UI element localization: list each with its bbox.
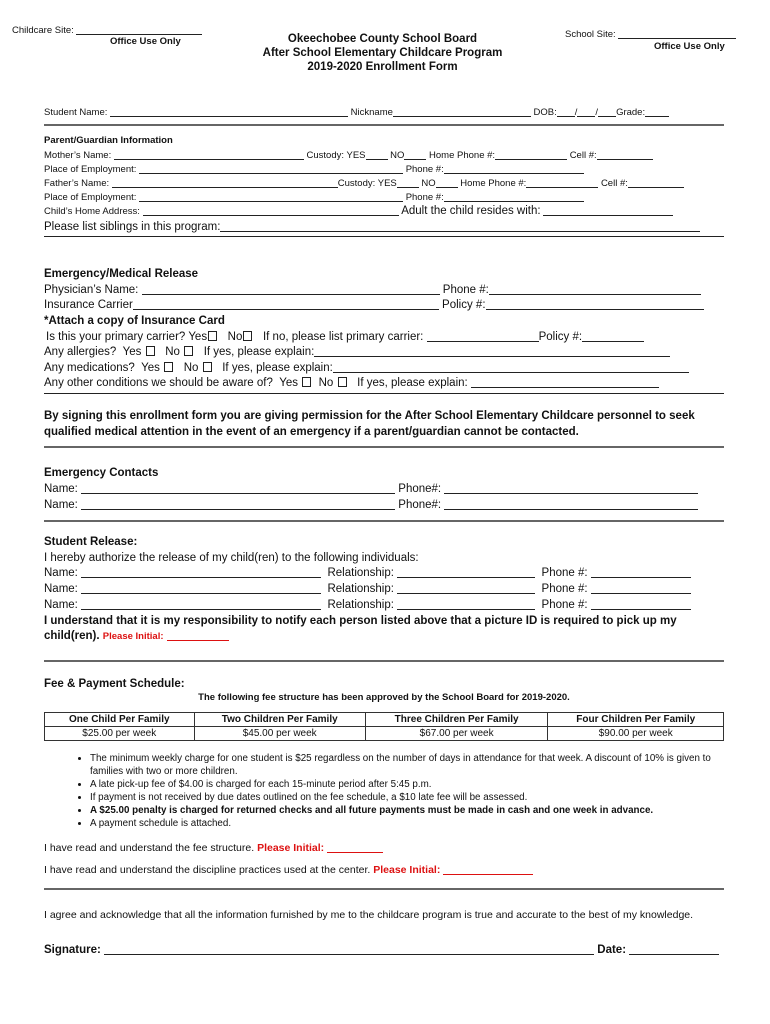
insurance-row <box>44 299 704 311</box>
release-name-input[interactable] <box>81 567 321 578</box>
consent-text: By signing this enrollment form you are giving permission for the After School Elementary Childcare personnel to seek qualified medical attention in the event of an emergency if a parent/guardian cannot be contacted. <box>44 410 695 438</box>
divider <box>44 124 724 126</box>
father-employment-input[interactable] <box>139 191 403 202</box>
home-phone-input[interactable] <box>526 177 598 188</box>
contact-name-input[interactable] <box>81 499 395 510</box>
explain-label: If yes, please explain: <box>357 377 468 389</box>
resides-with-input[interactable] <box>543 205 673 216</box>
physician-row <box>44 284 701 296</box>
yes-label: Yes <box>122 346 142 358</box>
siblings-row <box>44 221 700 233</box>
policy-label: Policy #: <box>442 299 486 311</box>
discipline-ack-row <box>44 864 533 876</box>
divider <box>44 660 724 662</box>
primary-carrier-label: Is this your primary carrier? <box>46 331 186 343</box>
release-person-row <box>44 567 691 579</box>
childcare-site-field[interactable] <box>12 24 202 36</box>
divider <box>44 446 724 448</box>
home-address-input[interactable] <box>143 205 399 216</box>
agreement-text: I agree and acknowledge that all the information furnished by me to the childcare program is true and accurate to the best of my knowledge. <box>44 909 694 921</box>
fee-table-header-row <box>45 713 724 727</box>
policy2-input[interactable] <box>582 331 644 342</box>
other-conditions-row <box>44 377 659 389</box>
no-label: No <box>165 346 180 358</box>
other-yes-checkbox[interactable] <box>302 377 311 387</box>
relationship-input[interactable] <box>397 567 535 578</box>
fee-table-row <box>45 727 724 741</box>
grade-input[interactable] <box>645 106 669 117</box>
fee-ack-row <box>44 842 383 854</box>
contact-phone-label: Phone#: <box>398 483 442 495</box>
mother-work-phone-input[interactable] <box>444 163 584 174</box>
other-conditions-label: Any other conditions we should be aware of? <box>44 377 273 389</box>
fee-initial-input[interactable] <box>327 842 383 853</box>
release-heading: Student Release: <box>44 536 138 548</box>
release-name-input[interactable] <box>81 599 321 610</box>
date-input[interactable] <box>629 944 719 955</box>
mother-name-input[interactable] <box>114 149 304 160</box>
allergies-label: Any allergies? <box>44 346 117 358</box>
custody-label: Custody: <box>306 150 345 161</box>
employment-label: Place of Employment: <box>44 192 137 203</box>
custody-no-label: NO <box>390 150 405 161</box>
fee-rules-list <box>44 752 724 830</box>
discipline-ack-text: I have read and understand the discipline practices used at the center. <box>44 864 371 876</box>
primary-yes-checkbox[interactable] <box>208 331 217 341</box>
father-name-label: Father’s Name: <box>44 178 110 189</box>
medical-heading: Emergency/Medical Release <box>44 268 199 280</box>
attach-insurance-note: *Attach a copy of Insurance Card <box>44 315 225 327</box>
father-name-input[interactable] <box>112 177 338 188</box>
release-phone-input[interactable] <box>591 583 691 594</box>
emergency-heading: Emergency Contacts <box>44 467 159 479</box>
relationship-input[interactable] <box>397 583 535 594</box>
yes-label: Yes <box>141 362 160 374</box>
fees-subheading: The following fee structure has been approved by the School Board for 2019-2020. <box>198 692 570 703</box>
nickname-label: Nickname <box>350 107 393 118</box>
fee-rule-item: • A $25.00 penalty is charged for returned checks and all future payments must be made in cash and one week in advance. <box>90 804 724 817</box>
release-intro: I hereby authorize the release of my child(ren) to the following individuals: <box>44 552 419 564</box>
dob-day-input[interactable] <box>577 106 595 117</box>
release-phone-label: Phone #: <box>541 599 588 611</box>
custody-yes-label: YES <box>377 178 397 189</box>
divider <box>44 520 724 522</box>
mother-employment-row <box>44 163 584 175</box>
dob-year-input[interactable] <box>598 106 616 117</box>
policy-input[interactable] <box>486 299 704 310</box>
fee-rule-item: • A payment schedule is attached. <box>90 817 724 830</box>
custody-no-input[interactable] <box>436 177 458 188</box>
emergency-contact-row <box>44 499 698 511</box>
other-extra-line[interactable] <box>44 393 724 394</box>
relationship-label: Relationship: <box>327 567 394 579</box>
signature-row <box>44 944 719 956</box>
school-site-label: School Site: <box>565 29 616 40</box>
fees-heading: Fee & Payment Schedule: <box>44 678 185 690</box>
discipline-initial-label: Please Initial: <box>373 864 441 876</box>
father-row <box>44 177 684 189</box>
contact-phone-label: Phone#: <box>398 499 442 511</box>
father-employment-row <box>44 191 584 203</box>
release-understand-line1: I understand that it is my responsibility to notify each person listed above that a picture ID is required to pick up my <box>44 615 677 627</box>
contact-name-input[interactable] <box>81 483 395 494</box>
childcare-site-label: Childcare Site: <box>12 25 74 36</box>
insurance-label: Insurance Carrier <box>44 299 133 311</box>
medications-explain-input[interactable] <box>333 362 689 373</box>
allergies-yes-checkbox[interactable] <box>146 346 155 356</box>
form-title-line3: 2019-2020 Enrollment Form <box>307 61 458 73</box>
custody-no-input[interactable] <box>404 149 426 160</box>
mother-employment-input[interactable] <box>139 163 403 174</box>
home-phone-label: Home Phone #: <box>429 150 496 161</box>
if-no-label: If no, please list primary carrier: <box>262 331 424 343</box>
school-site-field[interactable] <box>565 28 736 40</box>
emergency-contact-row <box>44 483 698 495</box>
custody-yes-input[interactable] <box>366 149 388 160</box>
fee-value: $25.00 per week <box>45 727 195 741</box>
no-label: No <box>227 331 243 343</box>
release-phone-label: Phone #: <box>541 567 588 579</box>
custody-yes-label: YES <box>346 150 366 161</box>
phone-label: Phone #: <box>405 164 444 175</box>
home-phone-label: Home Phone #: <box>460 178 527 189</box>
medications-row <box>44 362 689 374</box>
signature-input[interactable] <box>104 944 594 955</box>
contact-phone-input[interactable] <box>444 499 698 510</box>
fee-column-header: Three Children Per Family <box>365 713 548 727</box>
relationship-input[interactable] <box>397 599 535 610</box>
release-name-label: Name: <box>44 599 78 611</box>
siblings-extra-line[interactable] <box>44 236 724 237</box>
release-phone-input[interactable] <box>591 599 691 610</box>
father-work-phone-input[interactable] <box>444 191 584 202</box>
student-name-label: Student Name: <box>44 107 108 118</box>
grade-label: Grade: <box>616 107 646 118</box>
cell-label: Cell #: <box>569 150 597 161</box>
medications-yes-checkbox[interactable] <box>164 362 173 372</box>
form-title-line2: After School Elementary Childcare Program <box>262 47 503 59</box>
fee-initial-label: Please Initial: <box>257 842 325 854</box>
office-use-right: Office Use Only <box>654 41 725 52</box>
medications-no-checkbox[interactable] <box>203 362 212 372</box>
fee-value: $90.00 per week <box>548 727 724 741</box>
physician-phone-input[interactable] <box>489 284 701 295</box>
fee-column-header: Four Children Per Family <box>548 713 724 727</box>
cell-input[interactable] <box>597 149 653 160</box>
fee-table <box>44 712 724 741</box>
release-initial-input[interactable] <box>167 630 229 641</box>
fee-rule-item: • A late pick-up fee of $4.00 is charged for each 15-minute period after 5:45 p.m. <box>90 778 724 791</box>
fee-column-header: Two Children Per Family <box>194 713 365 727</box>
fee-ack-text: I have read and understand the fee structure. <box>44 842 255 854</box>
cell-label: Cell #: <box>600 178 628 189</box>
nickname-input[interactable] <box>393 106 531 117</box>
signature-label: Signature: <box>44 944 101 956</box>
home-phone-input[interactable] <box>495 149 567 160</box>
contact-name-label: Name: <box>44 483 78 495</box>
contact-phone-input[interactable] <box>444 483 698 494</box>
address-row <box>44 205 673 217</box>
resides-with-label: Adult the child resides with: <box>401 205 541 217</box>
release-initial-label: Please Initial: <box>102 631 164 642</box>
primary-no-checkbox[interactable] <box>243 331 252 341</box>
relationship-label: Relationship: <box>327 583 394 595</box>
no-label: No <box>183 362 199 374</box>
release-name-label: Name: <box>44 583 78 595</box>
release-understand-text: child(ren). <box>44 630 100 642</box>
student-name-row: Student Name: Nickname DOB: / / Grade: <box>44 106 669 118</box>
release-phone-label: Phone #: <box>541 583 588 595</box>
other-no-checkbox[interactable] <box>338 377 347 387</box>
student-name-input[interactable] <box>110 106 348 117</box>
employment-label: Place of Employment: <box>44 164 137 175</box>
physician-phone-label: Phone #: <box>442 284 489 296</box>
release-name-label: Name: <box>44 567 78 579</box>
fee-value: $67.00 per week <box>365 727 548 741</box>
medications-label: Any medications? <box>44 362 135 374</box>
allergies-no-checkbox[interactable] <box>184 346 193 356</box>
home-address-label: Child’s Home Address: <box>44 206 140 217</box>
form-title-line1: Okeechobee County School Board <box>287 33 478 45</box>
fee-value: $45.00 per week <box>194 727 365 741</box>
fee-rule-item: • If payment is not received by due dates outlined on the fee schedule, a $10 late fee will be assessed. <box>90 791 724 804</box>
relationship-label: Relationship: <box>327 599 394 611</box>
childcare-site-line[interactable] <box>76 24 202 35</box>
cell-input[interactable] <box>628 177 684 188</box>
release-understand-line2 <box>44 630 229 642</box>
primary-carrier-input[interactable] <box>427 331 539 342</box>
explain-label: If yes, please explain: <box>222 362 333 374</box>
contact-name-label: Name: <box>44 499 78 511</box>
explain-label: If yes, please explain: <box>203 346 315 358</box>
siblings-input[interactable] <box>220 221 700 232</box>
no-label: No <box>318 377 334 389</box>
policy2-label: Policy #: <box>538 331 583 343</box>
release-person-row <box>44 583 691 595</box>
divider <box>44 888 724 890</box>
fee-rule-item: • The minimum weekly charge for one student is $25 regardless on the number of days in attendance for that week. A discount of 10% is given to families with two or more children. <box>90 752 724 778</box>
release-person-row <box>44 599 691 611</box>
fee-column-header: One Child Per Family <box>45 713 195 727</box>
other-explain-input[interactable] <box>471 377 659 388</box>
dob-month-input[interactable] <box>557 106 575 117</box>
release-name-input[interactable] <box>81 583 321 594</box>
primary-carrier-row <box>46 331 644 343</box>
custody-yes-input[interactable] <box>397 177 419 188</box>
physician-label: Physician’s Name: <box>44 284 139 296</box>
custody-no-label: NO <box>421 178 436 189</box>
office-use-left: Office Use Only <box>110 36 181 47</box>
allergies-explain-input[interactable] <box>314 346 670 357</box>
yes-label: Yes <box>279 377 299 389</box>
release-phone-input[interactable] <box>591 567 691 578</box>
mother-row <box>44 149 653 161</box>
phone-label: Phone #: <box>405 192 444 203</box>
discipline-initial-input[interactable] <box>443 864 533 875</box>
yes-label: Yes <box>188 331 208 343</box>
dob-label: DOB: <box>533 107 557 118</box>
physician-input[interactable] <box>142 284 440 295</box>
mother-name-label: Mother’s Name: <box>44 150 112 161</box>
date-label: Date: <box>597 944 627 956</box>
parent-heading: Parent/Guardian Information <box>44 135 173 146</box>
allergies-row <box>44 346 670 358</box>
custody-label: Custody: <box>337 178 376 189</box>
siblings-label: Please list siblings in this program: <box>44 221 221 233</box>
insurance-input[interactable] <box>133 299 439 310</box>
school-site-line[interactable] <box>618 28 736 39</box>
